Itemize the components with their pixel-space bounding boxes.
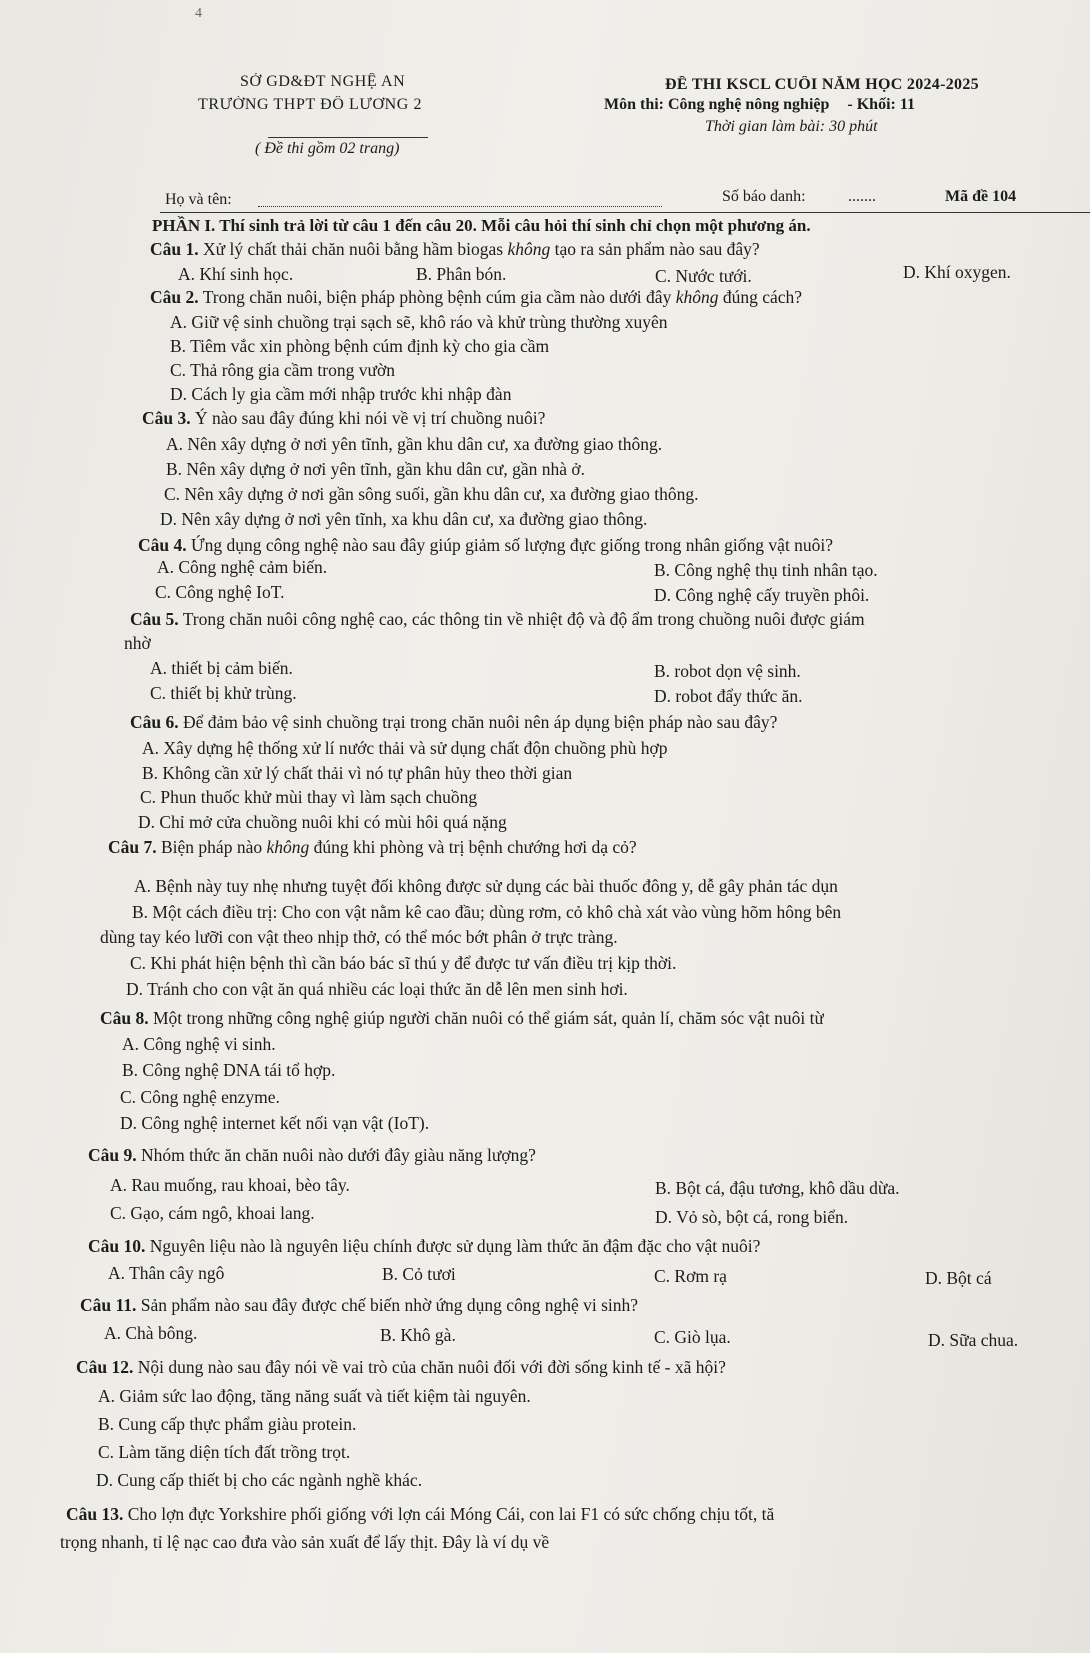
question-13: Câu 13. Cho lợn đực Yorkshire phối giống với lợn cái Móng Cái, con lai F1 có sức chống chịu tốt, tă — [66, 1504, 775, 1524]
question-5: Câu 5. Trong chăn nuôi công nghệ cao, các thông tin về nhiệt độ và độ ẩm trong chuồng nuôi được giám — [130, 609, 865, 629]
q1-option-b: B. Phân bón. — [416, 264, 507, 284]
q7-option-c: C. Khi phát hiện bệnh thì cần báo bác sĩ thú y để được tư vấn điều trị kịp thời. — [130, 953, 677, 973]
q2-option-c: C. Thả rông gia cầm trong vườn — [170, 360, 395, 380]
q10-option-b: B. Cỏ tươi — [382, 1264, 456, 1284]
q12-option-c: C. Làm tăng diện tích đất trồng trọt. — [98, 1442, 351, 1462]
q3-option-c: C. Nên xây dựng ở nơi gần sông suối, gần khu dân cư, xa đường giao thông. — [164, 484, 699, 504]
subject: Môn thi: Công nghệ nông nghiệp — [604, 96, 830, 113]
q7-option-b: B. Một cách điều trị: Cho con vật nằm kê cao đầu; dùng rơm, cỏ khô chà xát vào vùng hõm hông bên — [132, 902, 842, 922]
question-3: Câu 3. Ý nào sau đây đúng khi nói về vị trí chuồng nuôi? — [142, 408, 546, 428]
q10-option-a: A. Thân cây ngô — [108, 1263, 225, 1283]
department-name: SỞ GD&ĐT NGHỆ AN — [240, 73, 406, 90]
q11-option-d: D. Sữa chua. — [928, 1330, 1019, 1350]
q11-option-a: A. Chà bông. — [104, 1323, 198, 1343]
q5-option-a: A. thiết bị cảm biến. — [150, 658, 293, 678]
q12-option-b: B. Cung cấp thực phẩm giàu protein. — [98, 1414, 357, 1434]
q2-option-b: B. Tiêm vắc xin phòng bệnh cúm định kỳ cho gia cầm — [170, 336, 550, 356]
subject-line — [604, 96, 915, 114]
q6-option-c: C. Phun thuốc khử mùi thay vì làm sạch chuồng — [140, 787, 478, 807]
q5-option-c: C. thiết bị khử trùng. — [150, 683, 297, 703]
question-10: Câu 10. Nguyên liệu nào là nguyên liệu chính được sử dụng làm thức ăn đậm đặc cho vật nuôi? — [88, 1236, 761, 1256]
question-7: Câu 7. Biện pháp nào không đúng khi phòng và trị bệnh chướng hơi dạ cỏ? — [108, 837, 637, 857]
q4-option-a: A. Công nghệ cảm biến. — [157, 557, 328, 577]
part-heading: PHẦN I. Thí sinh trả lời từ câu 1 đến câu 20. Mỗi câu hỏi thí sinh chỉ chọn một phương án. — [152, 216, 811, 235]
q3-option-d: D. Nên xây dựng ở nơi yên tĩnh, xa khu dân cư, xa đường giao thông. — [160, 509, 648, 529]
question-4: Câu 4. Ứng dụng công nghệ nào sau đây giúp giảm số lượng đực giống trong nhân giống vật nuôi? — [138, 535, 834, 555]
q8-option-b: B. Công nghệ DNA tái tổ hợp. — [122, 1060, 336, 1080]
q9-option-a: A. Rau muống, rau khoai, bèo tây. — [110, 1175, 350, 1195]
exam-code: Mã đề 104 — [945, 188, 1017, 205]
question-13-cont: trọng nhanh, tỉ lệ nạc cao đưa vào sản xuất để lấy thịt. Đây là ví dụ về — [60, 1532, 550, 1552]
q2-option-d: D. Cách ly gia cầm mới nhập trước khi nhập đàn — [170, 384, 512, 404]
q5-option-b: B. robot dọn vệ sinh. — [654, 661, 801, 681]
q6-option-d: D. Chỉ mở cửa chuồng nuôi khi có mùi hôi quá nặng — [138, 812, 507, 832]
q10-option-c: C. Rơm rạ — [654, 1266, 727, 1286]
name-field — [258, 206, 662, 207]
q2-option-a: A. Giữ vệ sinh chuồng trại sạch sẽ, khô ráo và khử trùng thường xuyên — [170, 312, 668, 332]
header-divider — [160, 212, 1090, 213]
question-12: Câu 12. Nội dung nào sau đây nói về vai trò của chăn nuôi đối với đời sống kinh tế - xã hội? — [76, 1357, 726, 1377]
question-1: Câu 1. Xử lý chất thải chăn nuôi bằng hầm biogas không tạo ra sản phẩm nào sau đây? — [150, 239, 760, 259]
sbd-label: Số báo danh: — [722, 188, 806, 205]
q8-option-d: D. Công nghệ internet kết nối vạn vật (IoT). — [120, 1113, 430, 1133]
q4-option-c: C. Công nghệ IoT. — [155, 582, 285, 602]
q4-option-b: B. Công nghệ thụ tinh nhân tạo. — [654, 560, 878, 580]
corner-mark: 4 — [195, 6, 202, 21]
sbd-dots: ....... — [848, 188, 876, 205]
q7-option-d: D. Tránh cho con vật ăn quá nhiều các loại thức ăn dễ lên men sinh hơi. — [126, 979, 628, 999]
q11-option-b: B. Khô gà. — [380, 1325, 456, 1345]
school-name: TRƯỜNG THPT ĐÔ LƯƠNG 2 — [198, 96, 423, 113]
question-9: Câu 9. Nhóm thức ăn chăn nuôi nào dưới đây giàu năng lượng? — [88, 1145, 536, 1165]
q9-option-d: D. Vỏ sò, bột cá, rong biển. — [655, 1207, 849, 1227]
q7-option-a: A. Bệnh này tuy nhẹ nhưng tuyệt đối không được sử dụng các bài thuốc đông y, dễ gây phản tác dụn — [134, 876, 838, 896]
q3-option-a: A. Nên xây dựng ở nơi yên tĩnh, gần khu dân cư, xa đường giao thông. — [166, 434, 663, 454]
q5-option-d: D. robot đẩy thức ăn. — [654, 686, 803, 706]
q1-option-a: A. Khí sinh học. — [178, 264, 294, 284]
question-6: Câu 6. Để đảm bảo vệ sinh chuồng trại trong chăn nuôi nên áp dụng biện pháp nào sau đây? — [130, 712, 778, 732]
q8-option-a: A. Công nghệ vi sinh. — [122, 1034, 276, 1054]
q11-option-c: C. Giò lụa. — [654, 1327, 731, 1347]
question-8: Câu 8. Một trong những công nghệ giúp người chăn nuôi có thể giám sát, quản lí, chăm sóc vật nuôi từ — [100, 1008, 824, 1028]
q12-option-a: A. Giảm sức lao động, tăng năng suất và tiết kiệm tài nguyên. — [98, 1386, 531, 1406]
q6-option-b: B. Không cần xử lý chất thải vì nó tự phân hủy theo thời gian — [142, 763, 573, 783]
grade: - Khối: 11 — [847, 96, 915, 113]
time-limit: Thời gian làm bài: 30 phút — [705, 118, 878, 135]
name-label: Họ và tên: — [165, 191, 232, 208]
q9-option-b: B. Bột cá, đậu tương, khô dầu dừa. — [655, 1178, 900, 1198]
q7-option-b-cont: dùng tay kéo lưỡi con vật theo nhịp thở, có thể móc bớt phân ở trực tràng. — [100, 927, 618, 947]
q1-option-d: D. Khí oxygen. — [903, 262, 1011, 282]
q4-option-d: D. Công nghệ cấy truyền phôi. — [654, 585, 870, 605]
question-11: Câu 11. Sản phẩm nào sau đây được chế biến nhờ ứng dụng công nghệ vi sinh? — [80, 1295, 639, 1315]
q9-option-c: C. Gạo, cám ngô, khoai lang. — [110, 1203, 315, 1223]
q3-option-b: B. Nên xây dựng ở nơi yên tĩnh, gần khu dân cư, gần nhà ở. — [166, 459, 586, 479]
q1-option-c: C. Nước tưới. — [655, 266, 752, 286]
exam-title: ĐỀ THI KSCL CUỐI NĂM HỌC 2024-2025 — [665, 76, 979, 93]
q12-option-d: D. Cung cấp thiết bị cho các ngành nghề khác. — [96, 1470, 423, 1490]
school-underline — [268, 137, 428, 138]
q10-option-d: D. Bột cá — [925, 1268, 992, 1288]
q6-option-a: A. Xây dựng hệ thống xử lí nước thải và sử dụng chất độn chuồng phù hợp — [142, 738, 668, 758]
question-5-cont: nhờ — [124, 633, 151, 653]
question-2: Câu 2. Trong chăn nuôi, biện pháp phòng bệnh cúm gia cầm nào dưới đây không đúng cách? — [150, 287, 803, 307]
pages-note: ( Đề thi gồm 02 trang) — [255, 140, 400, 157]
q8-option-c: C. Công nghệ enzyme. — [120, 1087, 280, 1107]
